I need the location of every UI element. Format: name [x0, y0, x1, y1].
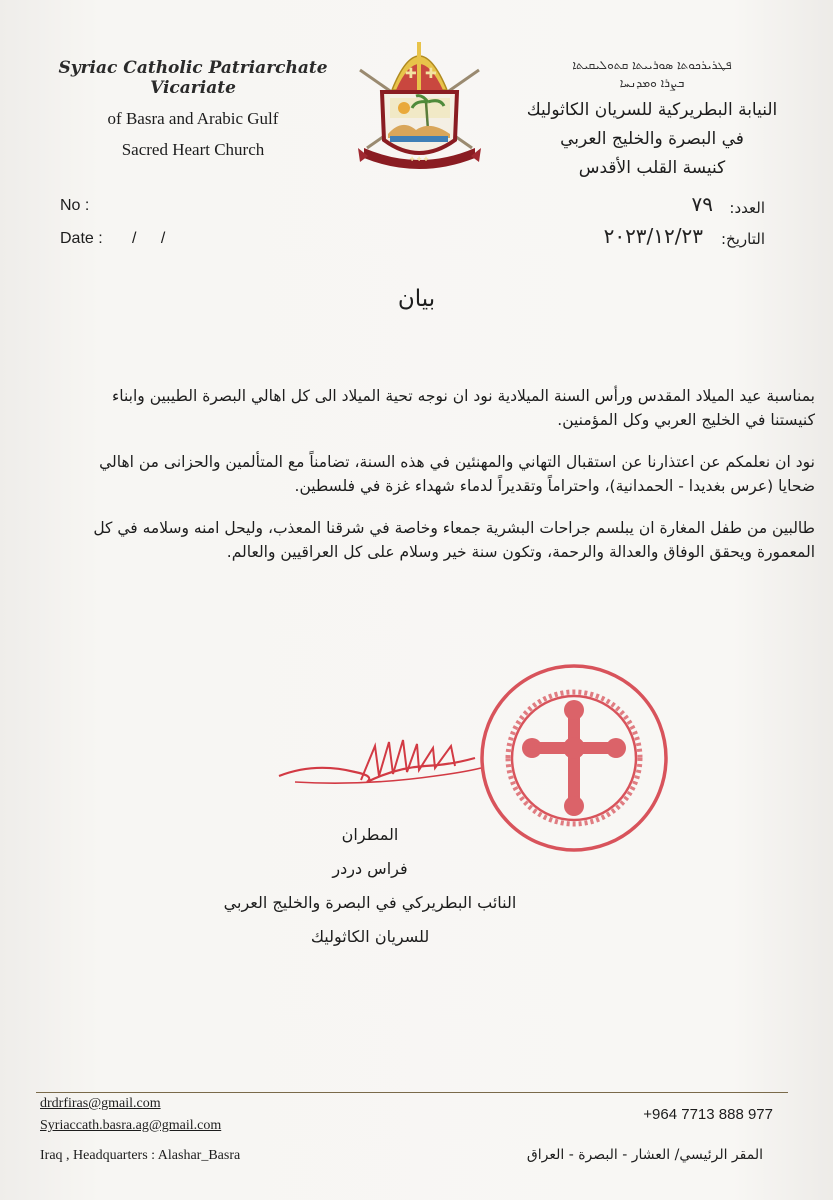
letterhead-syr-line1: ܦܛܪܝܪܟܘܬܐ ܣܘܪܝܝܬܐ ܩܬܘܠܝܩܝܬܐ [572, 58, 732, 72]
letterhead-en-line2: of Basra and Arabic Gulf [107, 109, 279, 128]
number-value-ar: ٧٩ [691, 192, 713, 216]
svg-text:✚: ✚ [405, 66, 417, 82]
phone-number: +964 7713 888 977 [643, 1106, 773, 1123]
signatory-role: النائب البطريركي في البصرة والخليج العربي [223, 893, 517, 912]
statement-body [88, 384, 815, 582]
signature-block [160, 818, 580, 954]
date-label-ar: التاريخ: [721, 230, 765, 248]
no-label: No : [60, 197, 90, 214]
email-personal-link[interactable]: drdrfiras@gmail.com [40, 1096, 161, 1111]
letterhead-en-line1: Syriac Catholic Patriarchate Vicariate [58, 58, 328, 98]
letterhead-ar-line2: في البصرة والخليج العربي [560, 129, 744, 149]
letterhead-ar-line1: النيابة البطريركية للسريان الكاثوليك [526, 100, 778, 120]
svg-text:✚: ✚ [425, 66, 437, 82]
address-english: Iraq , Headquarters : Alashar_Basra [40, 1148, 241, 1163]
number-label-ar: العدد: [729, 199, 765, 217]
footer-divider [36, 1092, 788, 1093]
date-value-ar: ٢٠٢٣/١٢/٢٣ [603, 224, 703, 248]
signatory-role-2: للسريان الكاثوليك [310, 927, 430, 946]
email-church-link[interactable]: Syriaccath.basra.ag@gmail.com [40, 1118, 222, 1133]
english-letterhead [28, 58, 358, 160]
syriac-letterhead [507, 56, 797, 92]
body-paragraph-3: طالبين من طفل المغارة ان يبلسم جراحات البشرية جمعاء وخاصة في شرقنا المعذب، وليحل امنه وسلامه في كل المعمورة ويحقق الوفاق والعدالة والرحمة، وتكون سنة خير وسلام على كل العراقيين والعالم. [93, 519, 815, 561]
signatory-title: المطران [341, 825, 399, 844]
svg-text:✚ ✚ ✚: ✚ ✚ ✚ [409, 156, 429, 163]
signatory-name: فراس دردر [332, 859, 408, 878]
arabic-letterhead [507, 96, 797, 183]
body-paragraph-1: بمناسبة عيد الميلاد المقدس ورأس السنة الميلادية نود ان نوجه تحية الميلاد الى كل اهالي البصرة الطيبين وابناء كنيستنا في الخليج العربي وكل المؤمنين. [111, 387, 815, 429]
letterhead-en-line3: Sacred Heart Church [121, 140, 265, 159]
date-label: Date : [60, 230, 103, 247]
statement-title: بيان [397, 286, 436, 312]
date-blank: / / [132, 230, 176, 247]
letterhead-syr-line2: ܒܨܪܐ ܘܡܕܢܚܐ [619, 76, 685, 90]
church-crest-logo [352, 30, 487, 180]
address-arabic: المقر الرئيسي/ العشار - البصرة - العراق [526, 1147, 763, 1163]
handwritten-signature [275, 732, 485, 796]
body-paragraph-2: نود ان نعلمكم عن اعتذارنا عن استقبال التهاني والمهنئين في هذه السنة، تضامناً مع المتألمين والحزانى من اهالي ضحايا (عرس بغديدا - الحمدانية)، واحتراماً وتقديراً لدماء شهداء غزة في فلسطين. [99, 453, 815, 495]
letterhead-ar-line3: كنيسة القلب الأقدس [578, 158, 726, 178]
